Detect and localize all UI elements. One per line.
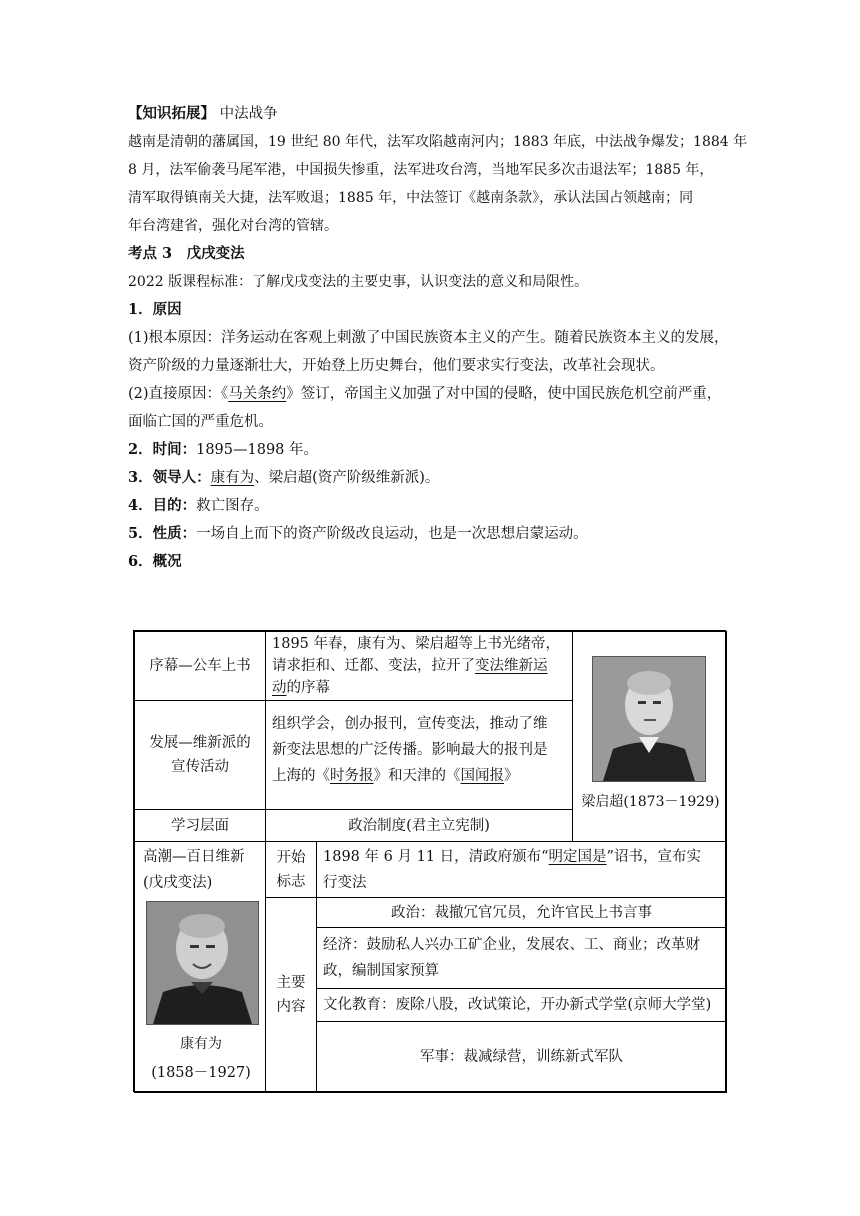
start-content-cell <box>316 841 727 898</box>
start-label-2: 标志 <box>276 873 306 890</box>
military-text: 军事：裁减绿营，训练新式军队 <box>420 1049 623 1065</box>
liang-photo-cell <box>572 631 727 842</box>
extension-line-1: 越南是清朝的藩属国，19 世纪 80 年代，法军攻陷越南河内；1883 年底，中法战争爆发；1884 年 <box>128 134 748 150</box>
prelude-label: 序幕—公车上书 <box>149 658 251 674</box>
climax-label-2: (戊戌变法) <box>143 875 213 891</box>
liang-caption: 梁启超(1873－1929) <box>581 794 720 810</box>
curriculum-standard: 2022 版课程标准：了解戊戌变法的主要史事，认识变法的意义和局限性。 <box>128 274 589 290</box>
prelude-line-1: 1895 年春，康有为、梁启超等上书光绪帝， <box>272 636 561 652</box>
leader-label: 3．领导人： <box>128 469 211 486</box>
prelude-line-3-text: 的序幕 <box>286 680 330 696</box>
time-label: 2．时间： <box>128 441 197 458</box>
culture-cell <box>316 988 727 1022</box>
leader-rest: 、梁启超(资产阶级维新派)。 <box>254 470 440 486</box>
study-value: 政治制度(君主立宪制) <box>348 817 490 834</box>
nature-label: 5．性质： <box>128 525 197 542</box>
development-label-cell <box>134 700 266 810</box>
start-line-1-a: 1898 年 6 月 11 日，清政府颁布“ <box>323 849 549 865</box>
economy-line-1: 经济：鼓励私人兴办工矿企业，发展农、工、商业；改革财 <box>323 937 700 953</box>
economy-cell <box>316 927 727 989</box>
extension-label: 【知识拓展】 <box>128 105 215 122</box>
cause-title: 1．原因 <box>128 301 182 318</box>
prelude-content-cell <box>265 631 573 701</box>
shiwubao: 时务报 <box>330 768 374 784</box>
content-label-cell <box>265 897 317 1093</box>
time-item <box>128 440 318 460</box>
edict-name: 明定国是 <box>548 849 607 865</box>
extension-heading <box>128 104 278 124</box>
start-label-1: 开始 <box>276 849 306 866</box>
politics-text: 政治：裁撤冗官冗员，允许官民上书言事 <box>391 904 652 921</box>
liang-portrait-figure <box>593 657 705 781</box>
time-value: 1895—1898 年。 <box>196 442 319 458</box>
overview-table <box>133 630 726 1092</box>
purpose-label: 4．目的： <box>128 497 197 514</box>
leader-item <box>128 468 439 488</box>
prelude-line-2 <box>272 655 566 677</box>
start-label-cell <box>265 841 317 898</box>
prelude-line-2-text: 请求拒和、迁都、变法，拉开了 <box>272 658 475 674</box>
cause-2-prefix: (2)直接原因：《 <box>128 386 229 402</box>
prelude-line-3 <box>272 677 566 699</box>
overview-title: 6．概况 <box>128 553 182 570</box>
prelude-underline-b: 动 <box>272 680 287 696</box>
cause-2-suffix: 》签订，帝国主义加强了对中国的侵略，使中国民族危机空前严重， <box>286 386 722 402</box>
development-line-1: 组织学会，创办报刊，宣传变法，推动了维 <box>272 716 548 732</box>
guowenbao: 国闻报 <box>460 768 504 784</box>
purpose-value: 救亡图存。 <box>196 498 269 514</box>
extension-topic: 中法战争 <box>219 106 278 122</box>
politics-cell <box>316 897 727 928</box>
climax-label-cell <box>134 841 266 1093</box>
extension-line-4: 年台湾建省，强化对台湾的管辖。 <box>128 218 338 234</box>
prelude-label-cell <box>134 631 266 701</box>
development-line-3-a: 上海的《 <box>272 768 330 784</box>
kang-portrait-figure <box>147 902 258 1024</box>
economy-line-2: 政，编制国家预算 <box>323 963 439 979</box>
start-line-2: 行变法 <box>323 875 367 891</box>
nature-value: 一场自上而下的资产阶级改良运动，也是一次思想启蒙运动。 <box>196 526 588 542</box>
military-cell <box>316 1021 727 1093</box>
climax-label-1: 高潮—百日维新 <box>143 849 245 865</box>
development-line-3-c: 》 <box>504 768 519 784</box>
extension-line-3: 清军取得镇南关大捷，法军败退；1885 年，中法签订《越南条款》，承认法国占领越南；同 <box>128 190 694 206</box>
development-label-2: 宣传活动 <box>171 759 229 775</box>
cause-2-line-1 <box>128 384 721 404</box>
section-title: 考点 3 戊戌变法 <box>128 245 245 262</box>
study-label-cell <box>134 809 266 842</box>
start-line-1-b: ”诏书，宣布实 <box>606 849 701 865</box>
purpose-item <box>128 496 269 516</box>
extension-line-2: 8 月，法军偷袭马尾军港，中国损失惨重，法军进攻台湾，当地军民多次击退法军；1885 年， <box>128 162 714 178</box>
culture-text: 文化教育：废除八股，改试策论，开办新式学堂(京师大学堂) <box>323 997 712 1013</box>
treaty-name: 马关条约 <box>228 386 287 402</box>
development-label-1: 发展—维新派的 <box>149 735 251 751</box>
study-value-cell <box>265 809 573 842</box>
kang-caption-1: 康有为 <box>180 1036 222 1052</box>
cause-1-line-2: 资产阶级的力量逐渐壮大，开始登上历史舞台，他们要求实行变法，改革社会现状。 <box>128 358 665 374</box>
leader-name: 康有为 <box>210 470 255 486</box>
development-content-cell <box>265 700 573 810</box>
development-line-2: 新变法思想的广泛传播。影响最大的报刊是 <box>272 742 548 758</box>
start-line-1 <box>323 844 720 870</box>
nature-item <box>128 524 588 544</box>
kang-caption-2: (1858－1927) <box>151 1065 251 1081</box>
cause-1-line-1: (1)根本原因：洋务运动在客观上刺激了中国民族资本主义的产生。随着民族资本主义的发展， <box>128 330 729 346</box>
kang-portrait-image <box>146 901 259 1025</box>
liang-portrait-image <box>592 656 706 782</box>
prelude-underline-a: 变法维新运 <box>475 658 548 674</box>
content-label-1: 主要 <box>276 975 306 991</box>
study-label: 学习层面 <box>171 817 229 834</box>
cause-2-line-2: 面临亡国的严重危机。 <box>128 414 273 430</box>
content-label-2: 内容 <box>276 999 306 1015</box>
development-line-3 <box>272 763 566 789</box>
development-line-3-b: 》和天津的《 <box>373 768 461 784</box>
